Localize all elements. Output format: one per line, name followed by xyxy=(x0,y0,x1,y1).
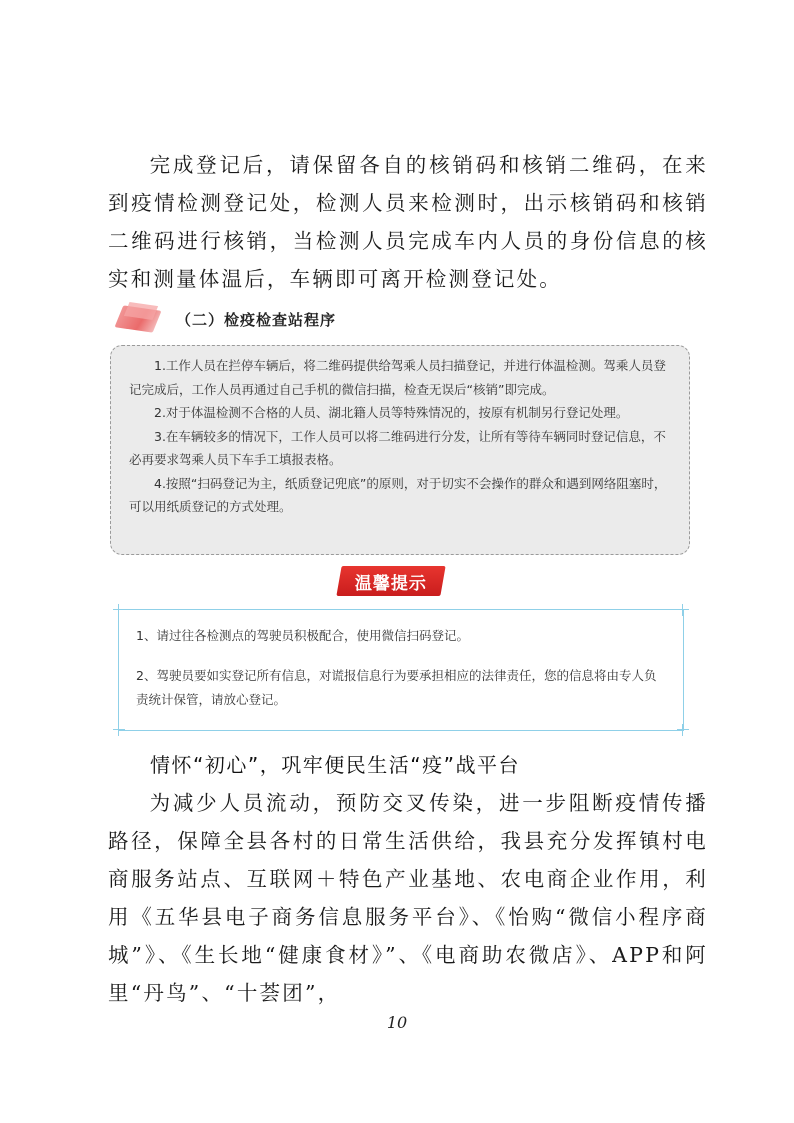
notice-item: 2、驾驶员要如实登记所有信息，对谎报信息行为要承担相应的法律责任，您的信息将由专人负责统计保管，请放心登记。 xyxy=(136,668,657,707)
procedure-step: 3.在车辆较多的情况下，工作人员可以将二维码进行分发，让所有等待车辆同时登记信息，不必再要求驾乘人员下车手工填报表格。 xyxy=(129,428,666,467)
tips-banner-label: 温馨提示 xyxy=(355,573,427,594)
notice-item: 1、请过往各检测点的驾驶员积极配合，使用微信扫码登记。 xyxy=(136,628,469,643)
corner-mark-icon xyxy=(113,604,125,616)
corner-mark-icon xyxy=(113,724,125,736)
body-paragraph: 为减少人员流动，预防交叉传染，进一步阻断疫情传播路径，保障全县各村的日常生活供给，我县充分发挥镇村电商服务站点、互联网＋特色产业基地、农电商企业作用，利用《五华县电子商务信息服务平台》、《怡购“微信小程序商城”》、《生长地“健康食材》”、《电商助农微店》、APP和阿里“丹鸟”、“十荟团”， xyxy=(108,791,708,1005)
section-heading xyxy=(118,302,418,338)
procedure-box xyxy=(110,345,690,555)
section-heading-text: （二）检疫检查站程序 xyxy=(176,311,337,329)
procedure-step: 4.按照“扫码登记为主，纸质登记兜底”的原则，对于切实不会操作的群众和遇到网络阻塞时，可以用纸质登记的方式处理。 xyxy=(129,475,667,514)
procedure-step: 1.工作人员在拦停车辆后，将二维码提供给驾乘人员扫描登记，并进行体温检测。驾乘人员登记完成后，工作人员再通过自己手机的微信扫描，检查无误后“核销”即完成。 xyxy=(129,358,666,397)
page-number: 10 xyxy=(386,1013,408,1032)
procedure-step: 2.对于体温检测不合格的人员、湖北籍人员等特殊情况的，按原有机制另行登记处理。 xyxy=(154,405,629,420)
tips-banner xyxy=(336,566,445,596)
corner-mark-icon xyxy=(677,604,689,616)
subtitle: 情怀“初心”，巩牢便民生活“疫”战平台 xyxy=(150,753,520,777)
intro-paragraph: 完成登记后，请保留各自的核销码和核销二维码，在来到疫情检测登记处，检测人员来检测时，出示核销码和核销二维码进行核销，当检测人员完成车内人员的身份信息的核实和测量体温后，车辆即可离开检测登记处。 xyxy=(108,153,708,291)
corner-mark-icon xyxy=(677,724,689,736)
notice-box xyxy=(118,609,684,731)
